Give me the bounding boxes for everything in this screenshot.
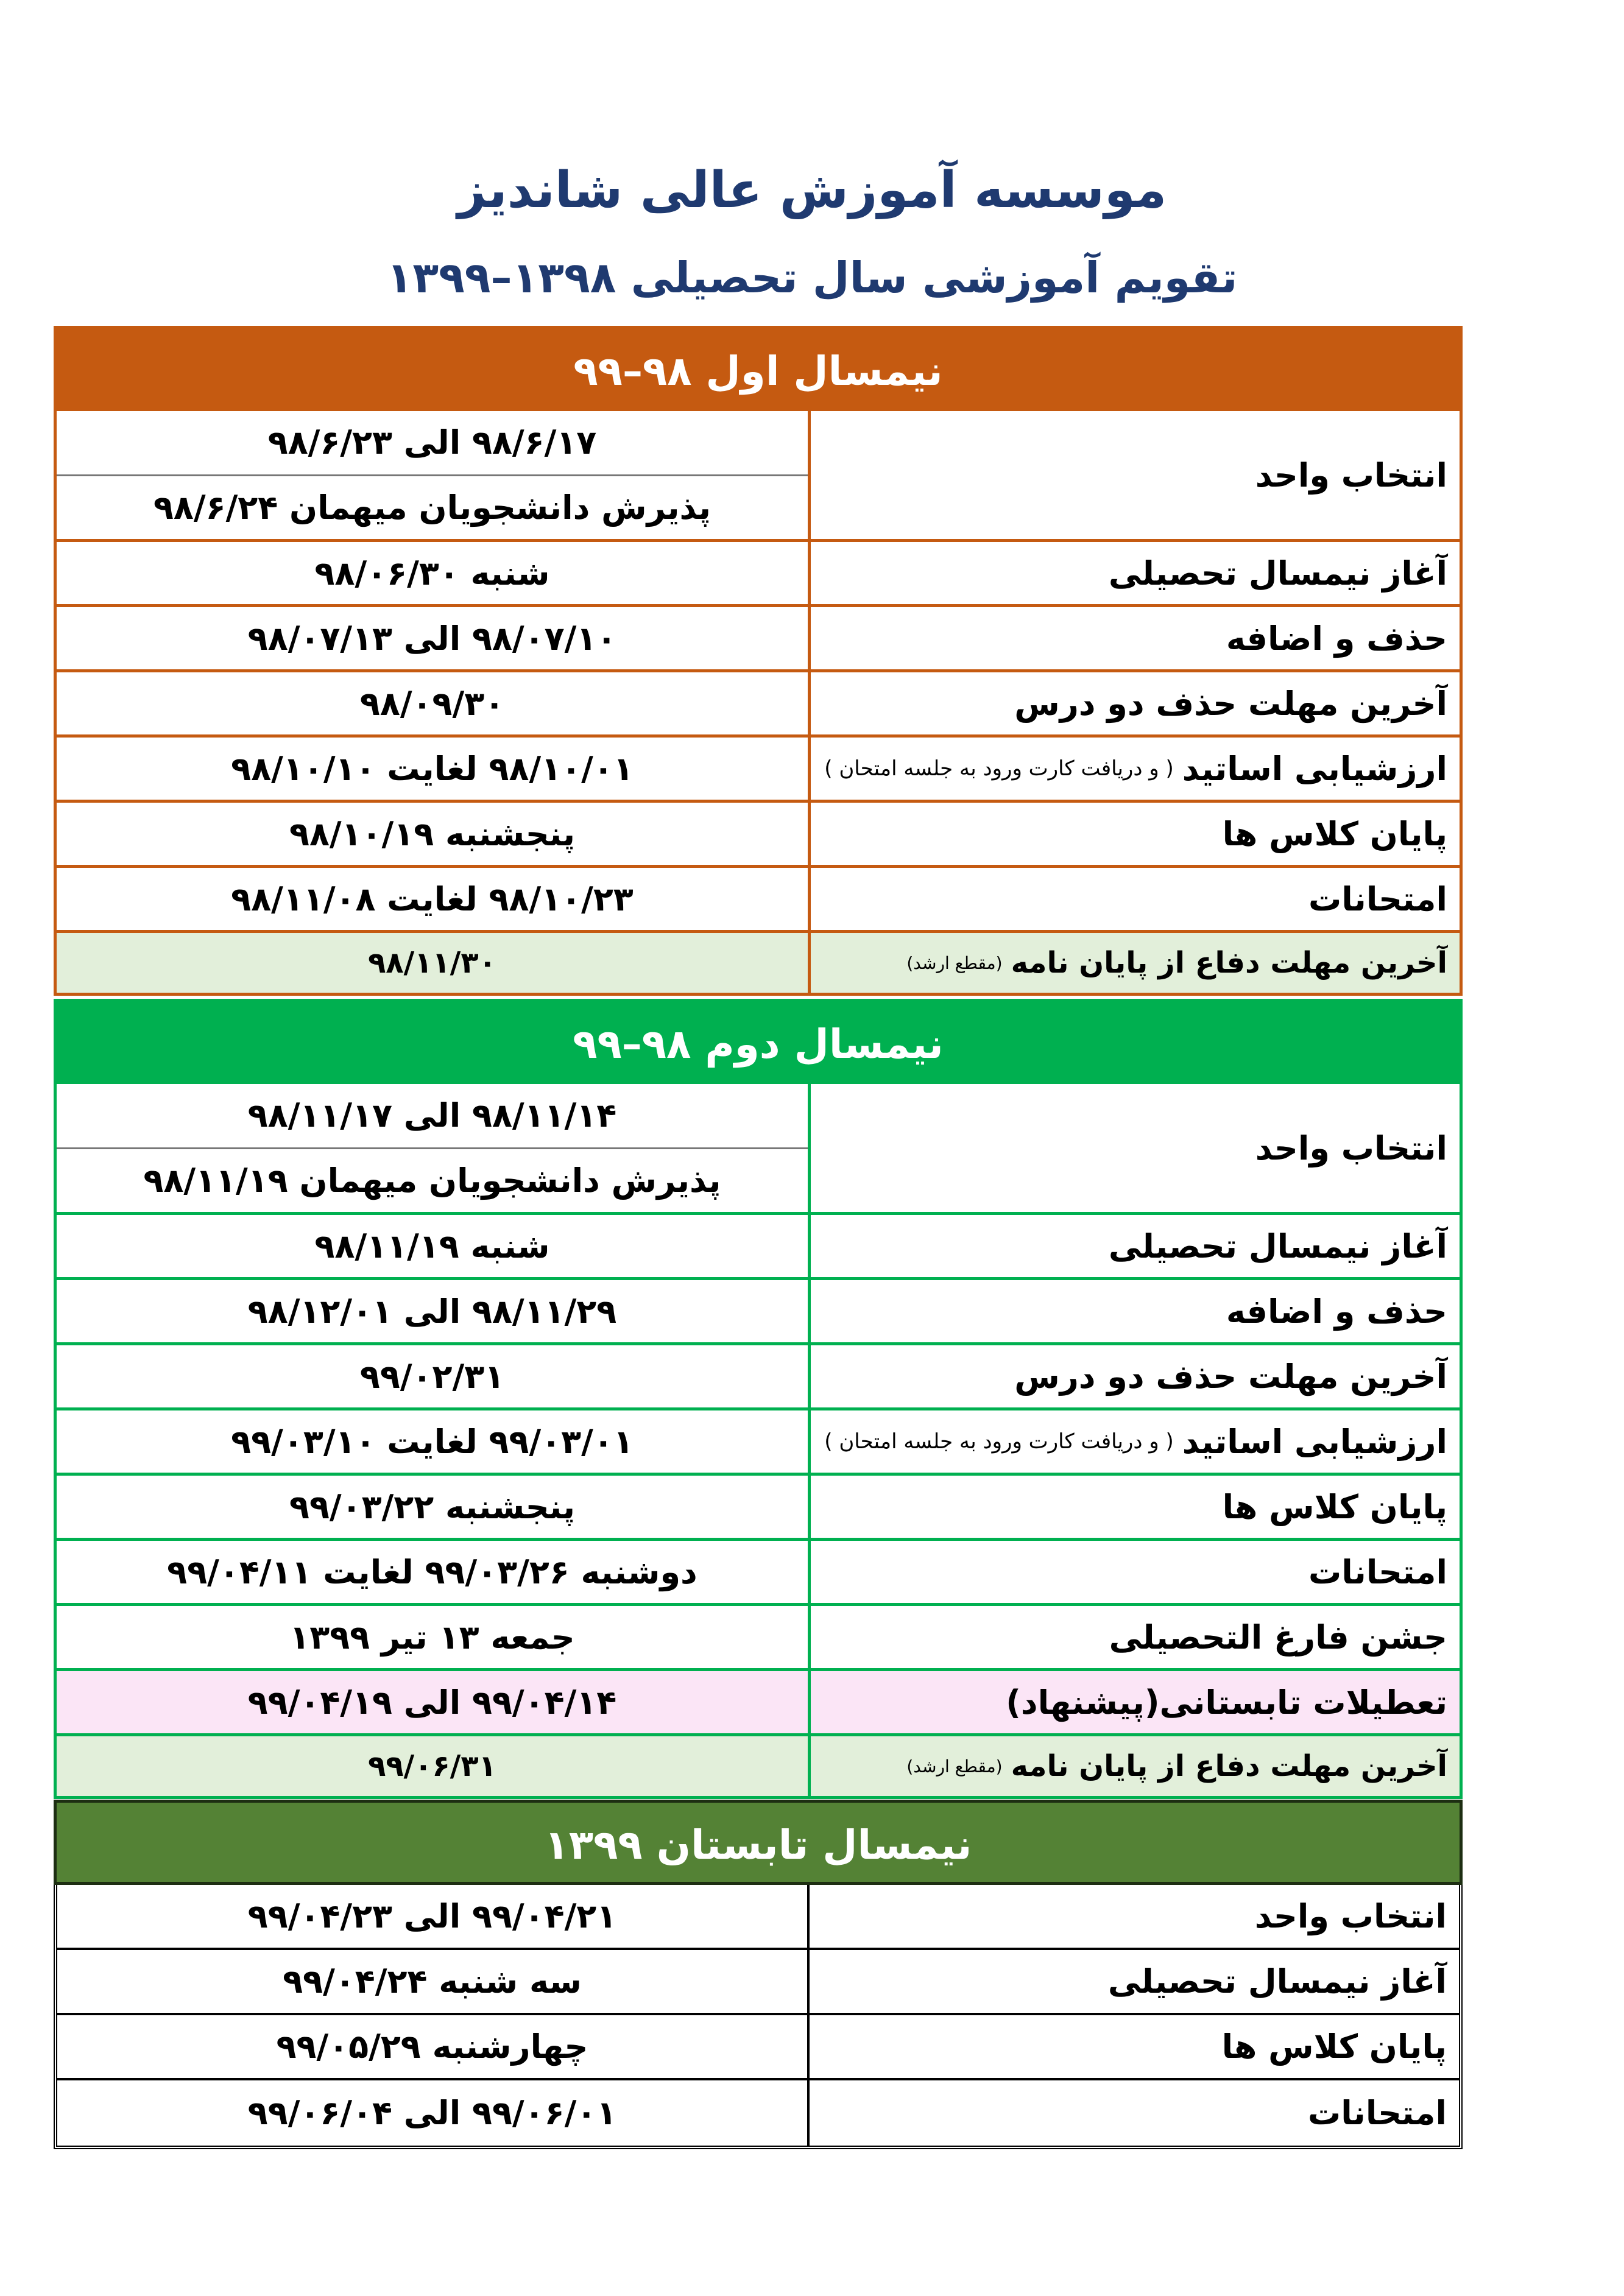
table-row xyxy=(57,1280,1460,1345)
row-value: ۹۹/۰۲/۳۱ xyxy=(359,1357,505,1396)
row-value: ۹۸/۱۱/۳۰ xyxy=(368,946,496,980)
row-label xyxy=(808,933,1460,993)
table-row xyxy=(57,1950,1459,2015)
row-label: پایان کلاس ها xyxy=(807,2015,1459,2078)
row-label: انتخاب واحد xyxy=(807,1885,1459,1948)
table-row xyxy=(57,933,1460,993)
row-value: پنجشنبه ۹۸/۱۰/۱۹ xyxy=(289,814,576,853)
row-label xyxy=(808,1410,1460,1473)
table-row xyxy=(57,1476,1460,1541)
calendar-title: تقویم آموزشی سال تحصیلی ۱۳۹۸–۱۳۹۹ xyxy=(386,253,1238,303)
row-value: ۹۹/۰۶/۳۱ xyxy=(368,1749,496,1783)
row-value: ۹۸/۰۷/۱۰ الی ۹۸/۰۷/۱۳ xyxy=(247,619,617,658)
row-value: پنجشنبه ۹۹/۰۳/۲۲ xyxy=(289,1487,576,1526)
row-value-primary: ۹۸/۶/۱۷ الی ۹۸/۶/۲۳ xyxy=(267,423,597,462)
row-label: امتحانات xyxy=(807,2080,1459,2146)
row-label-text: ارزشیابی اساتید xyxy=(1182,749,1447,788)
row-label-note: (مقطع ارشد) xyxy=(906,953,1003,973)
row-value xyxy=(57,411,808,539)
row-label: آغاز نیمسال تحصیلی xyxy=(807,1950,1459,2013)
row-label-note: ( و دریافت کارت ورود به جلسه امتحان ) xyxy=(824,1429,1174,1454)
row-label-note: ( و دریافت کارت ورود به جلسه امتحان ) xyxy=(824,756,1174,781)
row-value: ۹۸/۱۰/۲۳ لغایت ۹۸/۱۱/۰۸ xyxy=(231,879,634,918)
row-value: ۹۸/۱۰/۰۱ لغایت ۹۸/۱۰/۱۰ xyxy=(231,749,634,788)
row-label: آغاز نیمسال تحصیلی xyxy=(808,1215,1460,1277)
row-label: امتحانات xyxy=(808,868,1460,930)
row-label: تعطیلات تابستانی(پیشنهاد) xyxy=(808,1671,1460,1733)
table-row xyxy=(57,738,1460,803)
row-value: ۹۹/۰۴/۱۴ الی ۹۹/۰۴/۱۹ xyxy=(247,1683,617,1722)
row-value: ۹۸/۰۹/۳۰ xyxy=(359,684,505,723)
row-label: انتخاب واحد xyxy=(808,411,1460,539)
summer-header: نیمسال تابستان ۱۳۹۹ xyxy=(54,1800,1463,1885)
row-label xyxy=(808,738,1460,800)
row-value: شنبه ۹۸/۰۶/۳۰ xyxy=(314,554,550,593)
row-label: آخرین مهلت حذف دو درس xyxy=(808,672,1460,734)
row-value: ۹۹/۰۶/۰۱ الی ۹۹/۰۶/۰۴ xyxy=(247,2094,617,2132)
table-row xyxy=(57,1215,1460,1280)
row-value-secondary: پذیرش دانشجویان میهمان ۹۸/۱۱/۱۹ xyxy=(57,1147,808,1213)
table-row xyxy=(57,1541,1460,1606)
row-label: پایان کلاس ها xyxy=(808,1476,1460,1538)
row-label: آخرین مهلت حذف دو درس xyxy=(808,1345,1460,1407)
row-value: ۹۹/۰۴/۲۱ الی ۹۹/۰۴/۲۳ xyxy=(247,1897,617,1935)
row-value: سه شنبه ۹۹/۰۴/۲۴ xyxy=(283,1962,582,2001)
table-row xyxy=(57,1736,1460,1796)
table-row xyxy=(57,1410,1460,1476)
table-row xyxy=(57,2015,1459,2080)
semester1-header: نیمسال اول ۹۸–۹۹ xyxy=(54,326,1463,411)
semester1-table xyxy=(54,326,1463,996)
summer-table xyxy=(54,1800,1463,2149)
row-label: حذف و اضافه xyxy=(808,1280,1460,1342)
row-value xyxy=(57,1084,808,1212)
row-label: پایان کلاس ها xyxy=(808,803,1460,865)
row-label: حذف و اضافه xyxy=(808,607,1460,669)
table-row xyxy=(57,868,1460,933)
table-row xyxy=(57,411,1460,542)
table-row xyxy=(57,1084,1460,1215)
semester2-header: نیمسال دوم ۹۸–۹۹ xyxy=(54,999,1463,1084)
row-label-text: آخرین مهلت دفاع از پایان نامه xyxy=(1011,946,1447,980)
table-row xyxy=(57,1671,1460,1736)
row-value: چهارشنبه ۹۹/۰۵/۲۹ xyxy=(276,2027,588,2066)
row-label-text: ارزشیابی اساتید xyxy=(1182,1422,1447,1461)
table-row xyxy=(57,803,1460,868)
row-label: انتخاب واحد xyxy=(808,1084,1460,1212)
row-value: دوشنبه ۹۹/۰۳/۲۶ لغایت ۹۹/۰۴/۱۱ xyxy=(167,1552,697,1591)
row-value-secondary: پذیرش دانشجویان میهمان ۹۸/۶/۲۴ xyxy=(57,474,808,540)
table-row xyxy=(57,542,1460,607)
table-row xyxy=(57,2080,1459,2146)
semester2-table xyxy=(54,999,1463,1799)
row-label: امتحانات xyxy=(808,1541,1460,1603)
table-row xyxy=(57,1885,1459,1950)
institute-title: موسسه آموزش عالی شاندیز xyxy=(457,161,1167,219)
table-row xyxy=(57,1606,1460,1671)
row-value: ۹۸/۱۱/۲۹ الی ۹۸/۱۲/۰۱ xyxy=(247,1292,617,1331)
row-value: ۹۹/۰۳/۰۱ لغایت ۹۹/۰۳/۱۰ xyxy=(231,1422,634,1461)
table-row xyxy=(57,1345,1460,1410)
row-label: آغاز نیمسال تحصیلی xyxy=(808,542,1460,604)
row-label-note: (مقطع ارشد) xyxy=(906,1756,1003,1777)
row-label: جشن فارغ التحصیلی xyxy=(808,1606,1460,1668)
row-value: جمعه ۱۳ تیر ۱۳۹۹ xyxy=(289,1618,575,1657)
row-value: شنبه ۹۸/۱۱/۱۹ xyxy=(314,1227,550,1266)
row-value-primary: ۹۸/۱۱/۱۴ الی ۹۸/۱۱/۱۷ xyxy=(247,1096,617,1135)
row-label-text: آخرین مهلت دفاع از پایان نامه xyxy=(1011,1749,1447,1783)
row-label xyxy=(808,1736,1460,1796)
table-row xyxy=(57,672,1460,738)
table-row xyxy=(57,607,1460,672)
